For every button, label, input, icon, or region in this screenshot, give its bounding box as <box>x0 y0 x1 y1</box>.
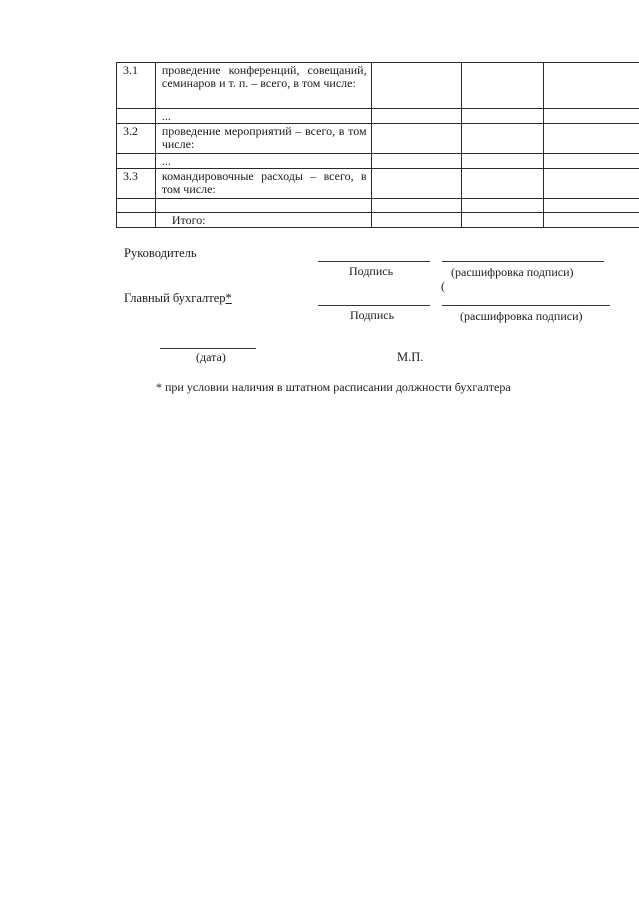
accountant-decode-caption: (расшифровка подписи) <box>460 309 583 323</box>
row-number: 3.2 <box>117 124 156 154</box>
value-cell <box>371 213 461 228</box>
row-description: ... <box>155 109 371 124</box>
value-cell <box>371 124 461 154</box>
value-cell <box>371 154 461 169</box>
head-decode-caption: (расшифровка подписи) <box>451 265 574 279</box>
total-row <box>117 213 639 228</box>
row-description: проведение конференций, совещаний, семинаров и т. п. – всего, в том числе: <box>155 63 371 109</box>
value-cell <box>371 63 461 109</box>
row-description: ... <box>155 154 371 169</box>
table-row <box>117 169 639 199</box>
row-description: командировочные расходы – всего, в том числе: <box>155 169 371 199</box>
value-cell <box>543 109 639 124</box>
row-number <box>117 154 156 169</box>
date-caption: (дата) <box>196 350 226 364</box>
value-cell <box>543 199 639 213</box>
value-cell <box>371 199 461 213</box>
table-row <box>117 63 639 109</box>
accountant-sign-caption: Подпись <box>350 308 395 322</box>
total-label: Итого: <box>155 213 371 228</box>
value-cell <box>371 109 461 124</box>
value-cell <box>461 169 543 199</box>
accountant-label <box>124 291 232 306</box>
head-label: Руководитель <box>124 246 197 260</box>
expense-table <box>116 62 639 228</box>
value-cell <box>461 124 543 154</box>
row-number <box>117 109 156 124</box>
table-row <box>117 199 639 213</box>
row-description <box>155 199 371 213</box>
value-cell <box>371 169 461 199</box>
row-number <box>117 213 156 228</box>
stamp-place-label: М.П. <box>397 350 424 364</box>
accountant-title: Главный бухгалтер <box>124 291 226 305</box>
accountant-signature-line <box>318 305 430 306</box>
accountant-decode-line <box>442 305 610 306</box>
row-description: проведение мероприятий – всего, в том числе: <box>155 124 371 154</box>
value-cell <box>461 63 543 109</box>
table-row <box>117 124 639 154</box>
value-cell <box>461 154 543 169</box>
row-number <box>117 199 156 213</box>
row-number: 3.1 <box>117 63 156 109</box>
value-cell <box>461 199 543 213</box>
footnote: * при условии наличия в штатном расписании должности бухгалтера <box>156 380 511 394</box>
value-cell <box>543 63 639 109</box>
row-number: 3.3 <box>117 169 156 199</box>
date-line <box>160 348 256 349</box>
value-cell <box>543 169 639 199</box>
head-decode-line <box>442 261 604 262</box>
value-cell <box>543 124 639 154</box>
value-cell <box>461 213 543 228</box>
footnote-mark: * <box>225 291 232 305</box>
table-row <box>117 109 639 124</box>
table-row <box>117 154 639 169</box>
head-sign-caption: Подпись <box>349 264 394 278</box>
value-cell <box>461 109 543 124</box>
value-cell <box>543 154 639 169</box>
value-cell <box>543 213 639 228</box>
stray-parenthesis: ( <box>441 279 445 293</box>
head-signature-line <box>318 261 430 262</box>
